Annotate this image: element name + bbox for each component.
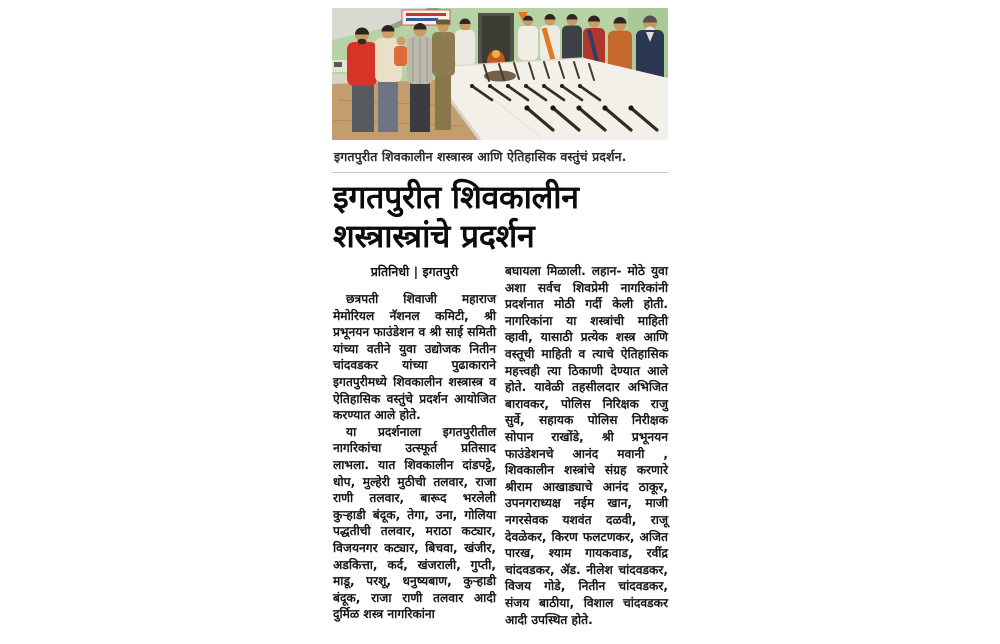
headline-line-2: शस्त्रास्त्रांचे प्रदर्शन — [333, 217, 535, 256]
headline-line-1: इगतपुरीत शिवकालीन — [333, 178, 579, 216]
body-paragraph: बघायला मिळाली. लहान- मोठे युवा अशा सर्वच शिवप्रेमी नागरिकांनी प्रदर्शनात मोठी गर्दी केली होती. नागरिकांना या शस्त्रांची माहिती व्हावी, यासाठी प्रत्येक शस्त्र आणि वस्तूची माहिती व त्याचे ऐतिहासिक महत्त्वही त्या ठिकाणी देण्यात आले होते. यावेळी तहसीलदार अभिजित बारावकर, पोलिस निरिक्षक राजु सुर्वे, सहायक पोलिस निरीक्षक सोपान राखोंडे, श्री प्रभूनयन फाउंडेशनचे आनंद मवानी , शिवकालीन शस्त्रांचे संग्रह करणारे श्रीराम आखाड्याचे आनंद ठाकूर, उपनगराध्यक्ष नईम खान, माजी नगरसेवक यशवंत दळवी, राजू देवळेकर, किरण फलटणकर, अजित पारख, श्याम गायकवाड, रवींद्र चांदवडकर, ॲड. नीलेश चांदवडकर, विजय गोडे, नितीन चांदवडकर, संजय बाठीया, विशाल चांदवडकर आदी उपस्थित होते. — [505, 264, 668, 627]
article-body — [333, 263, 668, 628]
article-photo — [332, 8, 668, 140]
right-column — [505, 263, 668, 628]
byline: प्रतिनिधी | इगतपुरी — [370, 264, 459, 280]
divider-rule — [332, 172, 668, 173]
body-paragraph: छत्रपती शिवाजी महाराज मेमोरियल नॅशनल कमिटी, श्री प्रभूनयन फाउंडेशन व श्री साई समिती यांच्या वतीने युवा उद्योजक नितीन चांदवडकर यांच्या पुढाकाराने इगतपुरीमध्ये शिवकालीन शस्त्रास्त्र व ऐतिहासिक वस्तुंचे प्रदर्शन आयोजित करण्यात आले होते. — [333, 292, 496, 423]
article-headline — [333, 178, 670, 256]
photo-caption: इगतपुरीत शिवकालीन शस्त्रास्त्र आणि ऐतिहासिक वस्तुंचं प्रदर्शन. — [334, 149, 627, 164]
news-article — [330, 0, 670, 644]
left-column — [333, 263, 496, 628]
body-paragraph: या प्रदर्शनाला इगतपुरीतील नागरिकांचा उत्स्फूर्त प्रतिसाद लाभला. यात शिवकालीन दांडपट्टे, धोप, मुल्हेरी मुठीची तलवार, राजा राणी तलवार, बारूद भरलेली कुऱ्हाडी बंदूक, तेगा, उना, गोलिया पद्धतीची तलवार, मराठा कट्यार, विजयनगर कट्यार, बिचवा, खंजीर, अडकित्ता, कर्द, खंजराली, गुप्ती, माडू, परशू, धनुष्यबाण, कुऱ्हाडी बंदूक, राजा राणी तलवार आदी दुर्मिळ शस्त्र नागरिकांना — [333, 424, 496, 622]
